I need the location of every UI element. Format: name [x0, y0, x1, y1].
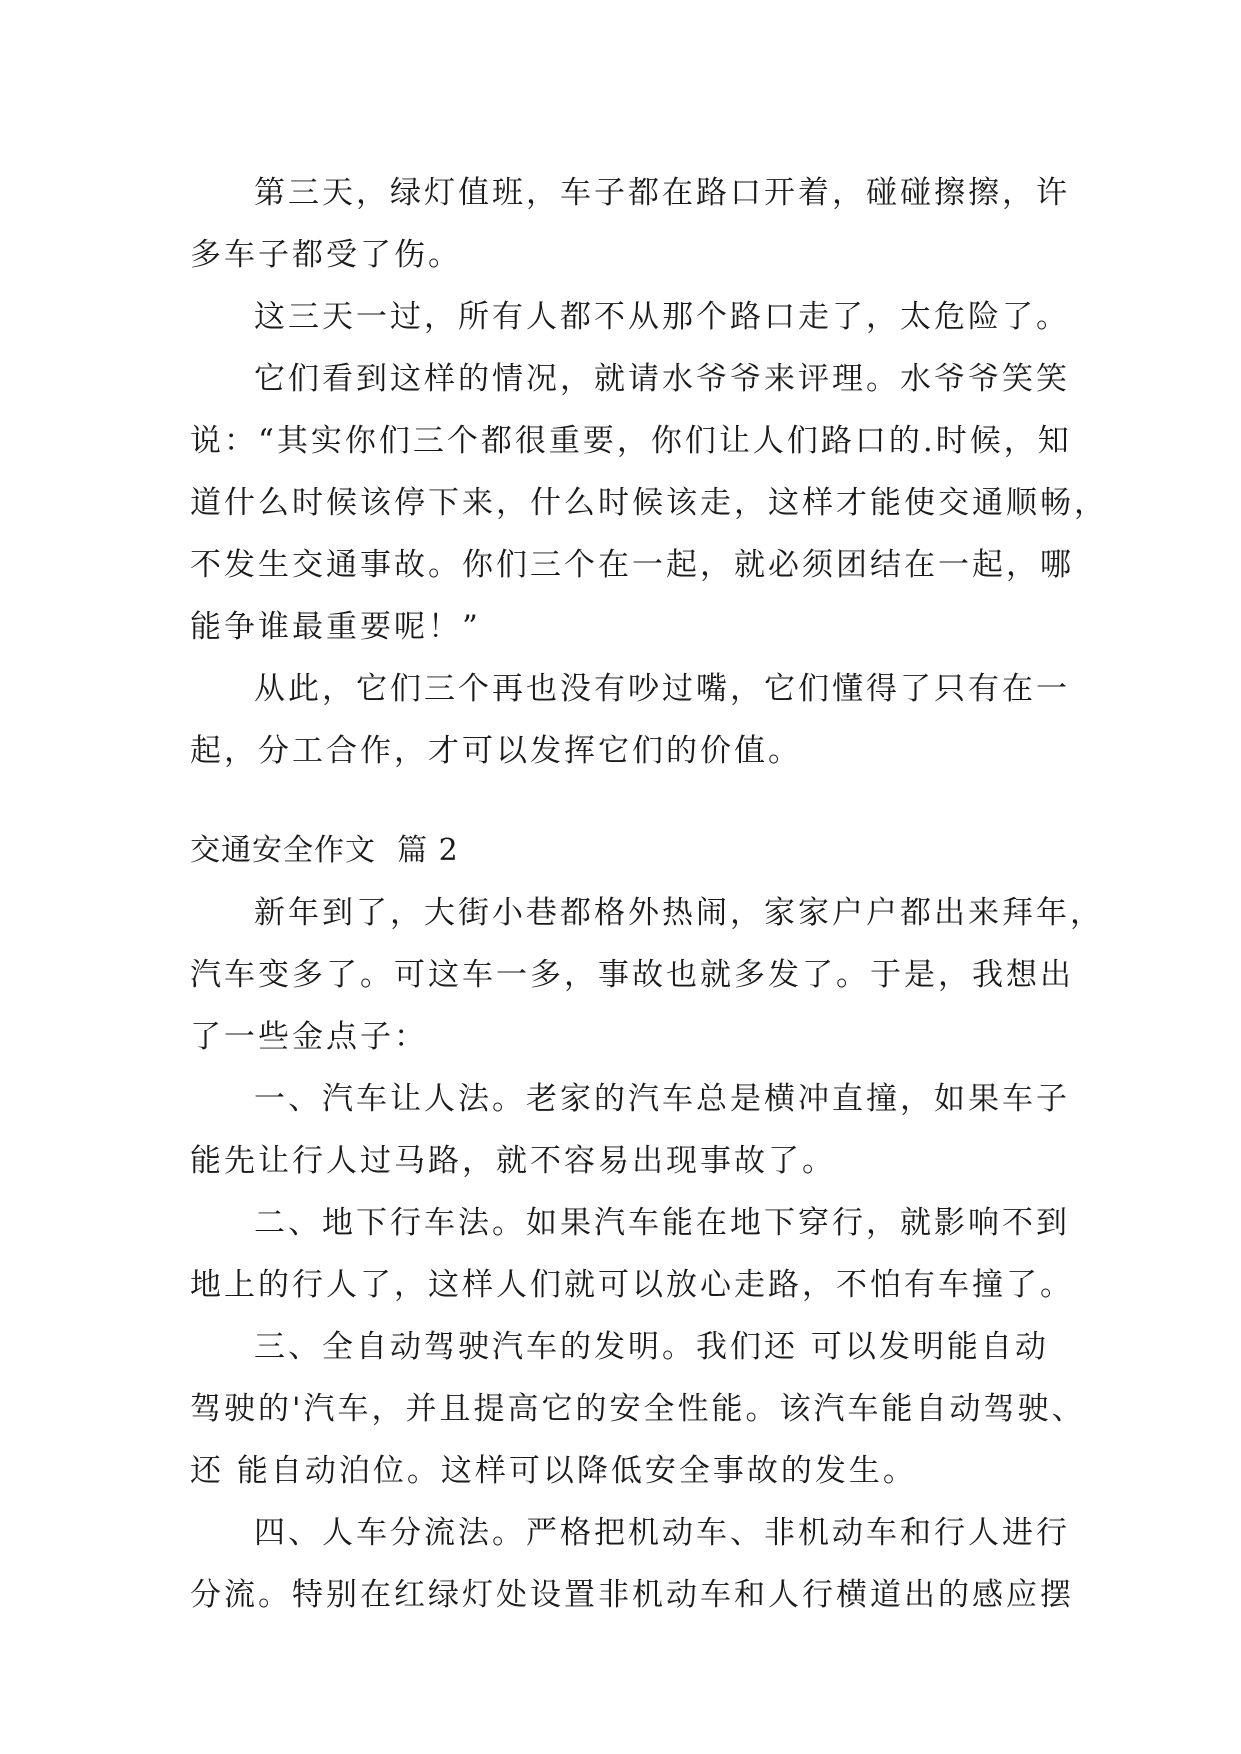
text-line: 三、全自动驾驶汽车的发明。我们还 可以发明能自动 [254, 1329, 1049, 1365]
text-line: 了一些金点子： [190, 1019, 428, 1055]
paragraph [190, 882, 1104, 1068]
section-heading: 交通安全作文 篇 2 [190, 833, 459, 868]
paragraph [190, 1192, 1074, 1316]
section-1 [190, 162, 1108, 782]
text-line: 不发生交通事故。你们三个在一起，就必须团结在一起，哪 [190, 547, 1074, 583]
text-line: 二、地下行车法。如果汽车能在地下穿行，就影响不到 [254, 1205, 1070, 1241]
text-line: 能先让行人过马路，就不容易出现事故了。 [190, 1143, 836, 1179]
paragraph [190, 1316, 1086, 1502]
text-line: 第三天，绿灯值班，车子都在路口开着，碰碰擦擦，许 [254, 175, 1070, 211]
text-line: 地上的行人了，这样人们就可以放心走路，不怕有车撞了。 [190, 1267, 1074, 1303]
text-line: 还 能自动泊位。这样可以降低安全事故的发生。 [190, 1453, 917, 1489]
text-line: 道什么时候该停下来，什么时候该走，这样才能使交通顺畅， [190, 485, 1108, 521]
text-line: 汽车变多了。可这车一多，事故也就多发了。于是，我想出 [190, 957, 1074, 993]
paragraph [190, 348, 1108, 658]
paragraph [190, 286, 1070, 348]
text-line: 从此，它们三个再也没有吵过嘴，它们懂得了只有在一 [254, 671, 1070, 707]
section-2 [190, 820, 1104, 1626]
text-line: 多车子都受了伤。 [190, 237, 462, 273]
text-line: 说：“其实你们三个都很重要，你们让人们路口的.时候，知 [190, 423, 1072, 459]
text-line: 能争谁最重要呢！” [190, 609, 481, 645]
text-line: 这三天一过，所有人都不从那个路口走了，太危险了。 [254, 299, 1070, 335]
paragraph [190, 1502, 1074, 1626]
section-spacer [190, 782, 1060, 820]
text-line: 驾驶的'汽车，并且提高它的安全性能。该汽车能自动驾驶、 [190, 1391, 1086, 1427]
text-line: 一、汽车让人法。老家的汽车总是横冲直撞，如果车子 [254, 1081, 1070, 1117]
document-body [190, 162, 1108, 1626]
paragraph [190, 1068, 1070, 1192]
text-line: 分流。特别在红绿灯处设置非机动车和人行横道出的感应摆 [190, 1577, 1074, 1613]
text-line: 起，分工合作，才可以发挥它们的价值。 [190, 733, 802, 769]
text-line: 它们看到这样的情况，就请水爷爷来评理。水爷爷笑笑 [254, 361, 1070, 397]
text-line: 新年到了，大街小巷都格外热闹，家家户户都出来拜年， [254, 895, 1104, 931]
text-line: 四、人车分流法。严格把机动车、非机动车和行人进行 [254, 1515, 1070, 1551]
paragraph [190, 658, 1070, 782]
paragraph [190, 162, 1070, 286]
